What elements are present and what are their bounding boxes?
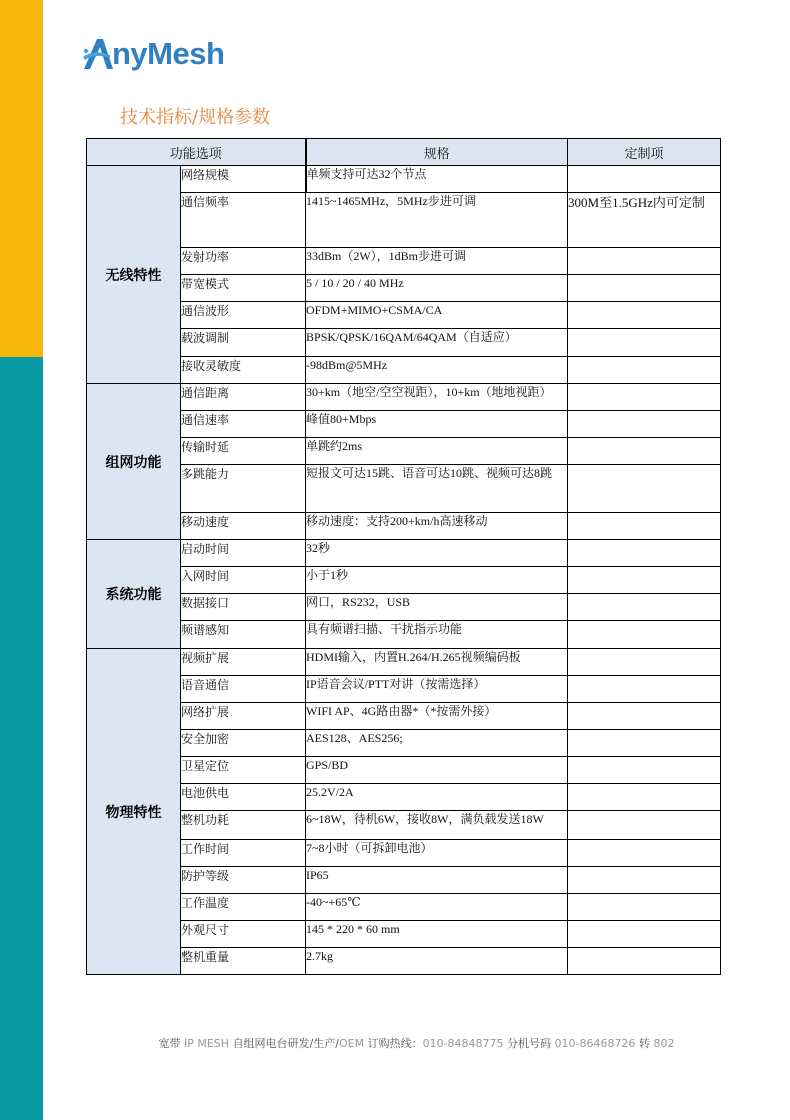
feature-cell: 整机重量 bbox=[181, 948, 306, 975]
feature-cell: 接收灵敏度 bbox=[181, 357, 306, 384]
feature-cell: 外观尺寸 bbox=[181, 921, 306, 948]
custom-cell: 300M至1.5GHz内可定制 bbox=[568, 193, 721, 248]
table-row bbox=[87, 730, 721, 757]
feature-cell: 语音通信 bbox=[181, 676, 306, 703]
feature-cell: 通信频率 bbox=[181, 193, 306, 248]
spec-table bbox=[86, 138, 721, 975]
feature-cell: 带宽模式 bbox=[181, 275, 306, 302]
feature-cell: 通信波形 bbox=[181, 302, 306, 329]
custom-cell bbox=[568, 248, 721, 275]
custom-cell bbox=[568, 840, 721, 867]
table-row bbox=[87, 193, 721, 248]
feature-cell: 安全加密 bbox=[181, 730, 306, 757]
table-row bbox=[87, 513, 721, 540]
spec-value-cell: 短报文可达15跳、语音可达10跳、视频可达8跳 bbox=[306, 465, 568, 513]
spec-value-cell: 7~8小时（可拆卸电池） bbox=[306, 840, 568, 867]
group-label: 物理特性 bbox=[87, 649, 181, 975]
custom-cell bbox=[568, 166, 721, 193]
custom-cell bbox=[568, 784, 721, 811]
footer-extension-number: 010-86468726 bbox=[554, 1037, 636, 1050]
header-spec: 规格 bbox=[306, 139, 568, 166]
custom-cell bbox=[568, 676, 721, 703]
spec-value-cell: 2.7kg bbox=[306, 948, 568, 975]
table-row bbox=[87, 757, 721, 784]
custom-cell bbox=[568, 357, 721, 384]
spec-value-cell: OFDM+MIMO+CSMA/CA bbox=[306, 302, 568, 329]
custom-cell bbox=[568, 811, 721, 840]
feature-cell: 网络扩展 bbox=[181, 703, 306, 730]
feature-cell: 启动时间 bbox=[181, 540, 306, 567]
footer-phone: 010-84848775 bbox=[422, 1037, 504, 1050]
footer-contact bbox=[0, 1035, 790, 1051]
table-row bbox=[87, 567, 721, 594]
table-row bbox=[87, 894, 721, 921]
spec-value-cell: 移动速度：支持200+km/h高速移动 bbox=[306, 513, 568, 540]
feature-cell: 视频扩展 bbox=[181, 649, 306, 676]
spec-value-cell: BPSK/QPSK/16QAM/64QAM（自适应） bbox=[306, 329, 568, 357]
feature-cell: 电池供电 bbox=[181, 784, 306, 811]
spec-value-cell: 小于1秒 bbox=[306, 567, 568, 594]
footer-extension: 802 bbox=[653, 1037, 675, 1050]
left-accent-stripe-teal bbox=[0, 357, 43, 1120]
spec-value-cell: 1415~1465MHz，5MHz步进可调 bbox=[306, 193, 568, 248]
table-row bbox=[87, 248, 721, 275]
table-row bbox=[87, 384, 721, 411]
table-row bbox=[87, 649, 721, 676]
feature-cell: 载波调制 bbox=[181, 329, 306, 357]
spec-value-cell: -40~+65℃ bbox=[306, 894, 568, 921]
custom-cell bbox=[568, 730, 721, 757]
spec-value-cell: IP语音会议/PTT对讲（按需选择） bbox=[306, 676, 568, 703]
custom-cell bbox=[568, 757, 721, 784]
group-label: 系统功能 bbox=[87, 540, 181, 649]
custom-cell bbox=[568, 513, 721, 540]
custom-cell bbox=[568, 921, 721, 948]
spec-value-cell: 25.2V/2A bbox=[306, 784, 568, 811]
feature-cell: 通信速率 bbox=[181, 411, 306, 438]
custom-cell bbox=[568, 438, 721, 465]
feature-cell: 工作温度 bbox=[181, 894, 306, 921]
feature-cell: 入网时间 bbox=[181, 567, 306, 594]
custom-cell bbox=[568, 302, 721, 329]
table-row bbox=[87, 166, 721, 193]
table-row bbox=[87, 621, 721, 649]
spec-value-cell: 30+km（地空/空空视距），10+km（地地视距） bbox=[306, 384, 568, 411]
spec-value-cell: 网口，RS232，USB bbox=[306, 594, 568, 621]
custom-cell bbox=[568, 329, 721, 357]
table-row bbox=[87, 329, 721, 357]
footer-text: 转 bbox=[639, 1037, 650, 1050]
spec-value-cell: 具有频谱扫描、干扰指示功能 bbox=[306, 621, 568, 649]
custom-cell bbox=[568, 384, 721, 411]
feature-cell: 工作时间 bbox=[181, 840, 306, 867]
table-header-row bbox=[87, 139, 721, 166]
table-row bbox=[87, 840, 721, 867]
custom-cell bbox=[568, 540, 721, 567]
table-row bbox=[87, 811, 721, 840]
table-row bbox=[87, 867, 721, 894]
footer-text: OEM bbox=[338, 1037, 365, 1050]
spec-value-cell: AES128、AES256; bbox=[306, 730, 568, 757]
spec-value-cell: WIFI AP、4G路由器*（*按需外接） bbox=[306, 703, 568, 730]
footer-text: IP MESH bbox=[183, 1037, 230, 1050]
table-row bbox=[87, 302, 721, 329]
header-function: 功能选项 bbox=[87, 139, 306, 166]
spec-value-cell: -98dBm@5MHz bbox=[306, 357, 568, 384]
custom-cell bbox=[568, 948, 721, 975]
footer-text: 自组网电台研发/生产/ bbox=[232, 1037, 339, 1050]
table-row bbox=[87, 411, 721, 438]
feature-cell: 移动速度 bbox=[181, 513, 306, 540]
table-row bbox=[87, 438, 721, 465]
spec-value-cell: 单频支持可达32个节点 bbox=[306, 166, 568, 193]
spec-value-cell: 单跳约2ms bbox=[306, 438, 568, 465]
custom-cell bbox=[568, 275, 721, 302]
logo-wordmark: nyMesh bbox=[112, 36, 225, 71]
table-row bbox=[87, 540, 721, 567]
custom-cell bbox=[568, 567, 721, 594]
table-row bbox=[87, 948, 721, 975]
table-row bbox=[87, 594, 721, 621]
logo-a-mark-icon bbox=[80, 35, 116, 73]
spec-value-cell: GPS/BD bbox=[306, 757, 568, 784]
left-accent-stripe-yellow bbox=[0, 0, 43, 357]
feature-cell: 整机功耗 bbox=[181, 811, 306, 840]
group-label: 组网功能 bbox=[87, 384, 181, 540]
table-row bbox=[87, 921, 721, 948]
feature-cell: 卫星定位 bbox=[181, 757, 306, 784]
spec-value-cell: 32秒 bbox=[306, 540, 568, 567]
spec-value-cell: 5 / 10 / 20 / 40 MHz bbox=[306, 275, 568, 302]
custom-cell bbox=[568, 867, 721, 894]
custom-cell bbox=[568, 703, 721, 730]
custom-cell bbox=[568, 894, 721, 921]
section-title: 技术指标/规格参数 bbox=[120, 107, 271, 128]
custom-cell bbox=[568, 621, 721, 649]
spec-value-cell: 33dBm（2W），1dBm步进可调 bbox=[306, 248, 568, 275]
anymesh-logo bbox=[80, 34, 224, 74]
feature-cell: 多跳能力 bbox=[181, 465, 306, 513]
spec-value-cell: IP65 bbox=[306, 867, 568, 894]
footer-text: 宽带 bbox=[158, 1037, 181, 1050]
feature-cell: 传输时延 bbox=[181, 438, 306, 465]
spec-value-cell: 145 * 220 * 60 mm bbox=[306, 921, 568, 948]
group-label: 无线特性 bbox=[87, 166, 181, 384]
table-row bbox=[87, 275, 721, 302]
spec-value-cell: 峰值80+Mbps bbox=[306, 411, 568, 438]
spec-value-cell: 6~18W，待机6W，接收8W，满负载发送18W bbox=[306, 811, 568, 840]
spec-value-cell: HDMI输入，内置H.264/H.265视频编码板 bbox=[306, 649, 568, 676]
header-custom: 定制项 bbox=[568, 139, 721, 166]
custom-cell bbox=[568, 411, 721, 438]
table-row bbox=[87, 784, 721, 811]
custom-cell bbox=[568, 594, 721, 621]
table-row bbox=[87, 465, 721, 513]
footer-text: 分机号码 bbox=[507, 1037, 552, 1050]
feature-cell: 防护等级 bbox=[181, 867, 306, 894]
footer-text: 订购热线： bbox=[367, 1037, 423, 1050]
feature-cell: 通信距离 bbox=[181, 384, 306, 411]
feature-cell: 频谱感知 bbox=[181, 621, 306, 649]
table-row bbox=[87, 357, 721, 384]
feature-cell: 数据接口 bbox=[181, 594, 306, 621]
feature-cell: 发射功率 bbox=[181, 248, 306, 275]
custom-cell bbox=[568, 465, 721, 513]
table-row bbox=[87, 676, 721, 703]
feature-cell: 网络规模 bbox=[181, 166, 306, 193]
table-row bbox=[87, 703, 721, 730]
custom-cell bbox=[568, 649, 721, 676]
